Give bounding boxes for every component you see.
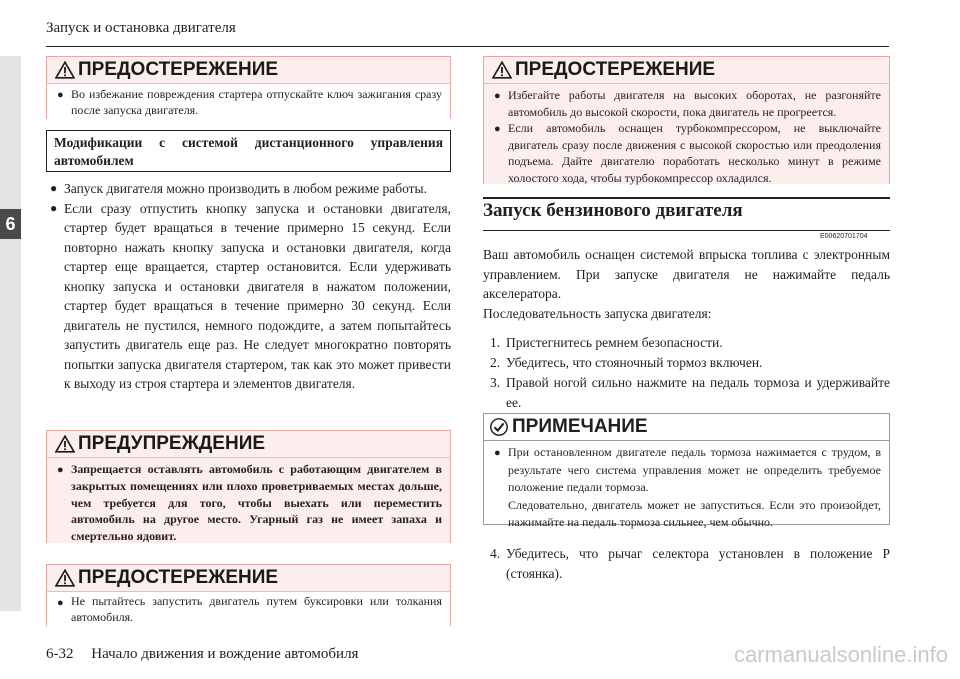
intro-paragraph: Ваш автомобиль оснащен системой впрыска топлива с электронным управлением. При запуске двигателя не нажимайте педаль акселератора.: [483, 247, 890, 301]
list-item: [50, 199, 451, 394]
step-text: Пристегнитесь ремнем безопасности.: [506, 335, 723, 350]
caution-heading-text: ПРЕДОСТЕРЕЖЕНИЕ: [515, 59, 716, 80]
page-number: 6-32: [46, 646, 74, 662]
list-item: [50, 179, 451, 199]
footer-section-title: Начало движения и вождение автомобиля: [91, 646, 359, 662]
section-rule-bottom: [483, 230, 890, 231]
step-item: [490, 373, 890, 413]
note-body: [484, 440, 889, 534]
note-box: [483, 413, 890, 529]
steps-list: [490, 333, 890, 413]
caution-heading-text: ПРЕДОСТЕРЕЖЕНИЕ: [78, 59, 279, 80]
bullet-icon: ●: [494, 90, 501, 102]
note-item: [494, 444, 881, 532]
caution-item-text: Во избежание повреждения стартера отпускайте ключ зажигания сразу после запуска двигателя.: [71, 87, 442, 117]
note-text-1: При остановленном двигателе педаль тормоза нажимается с трудом, в результате чего система управления может не определить требуемое положение педали тормоза.: [508, 445, 881, 494]
warning-triangle-icon: [492, 61, 512, 79]
caution-item: [494, 120, 881, 186]
bullet-icon: ●: [50, 200, 58, 215]
caution-item: [57, 86, 442, 118]
warning-item: [57, 461, 442, 545]
sequence-label: Последовательность запуска двигателя:: [483, 305, 712, 321]
caution-item: [57, 594, 442, 625]
page-header-title: Запуск и остановка двигателя: [46, 20, 236, 36]
section-intro: [483, 245, 890, 323]
step-number: 3.: [490, 375, 501, 390]
note-text-2: Следовательно, двигатель может не запуститься. Если это произойдет, нажимайте на педаль тормоза сильнее, чем обычно.: [508, 497, 881, 529]
note-heading-text: ПРИМЕЧАНИЕ: [512, 416, 648, 437]
bullet-icon: ●: [494, 123, 501, 136]
section-title: Запуск бензинового двигателя: [483, 200, 743, 221]
header-rule: [46, 46, 889, 47]
checkmark-icon: [490, 418, 508, 436]
caution-box: [46, 56, 451, 119]
bullet-icon: ●: [57, 89, 64, 101]
left-bullet-list: [50, 179, 451, 394]
step-text: Убедитесь, что стояночный тормоз включен.: [506, 355, 763, 370]
caution-box: [483, 56, 890, 184]
list-item-text: Запуск двигателя можно производить в любом режиме работы.: [64, 181, 428, 196]
warning-heading-text: ПРЕДУПРЕЖДЕНИЕ: [78, 433, 266, 454]
chapter-tab: 6: [0, 209, 21, 239]
warning-item-text: Запрещается оставлять автомобиль с работающим двигателем в закрытых помещениях или плохо проветриваемых местах дольше, чем требуется для того, чтобы выехать или переместить автомобиль на другое место. Угарный газ не имеет запаха и смертельно ядовит.: [71, 462, 442, 544]
list-item-text: Если сразу отпустить кнопку запуска и остановки двигателя, стартер будет вращаться в течение примерно 15 секунд. Если повторно нажать кнопку запуска и остановки двигателя, когда стартер еще вращается, стартер остановится. Если удерживать кнопку запуска и остановки двигателя в нажатом положении, стартер будет вращаться в течение примерно 30 секунд. Если двигатель не пустился, немного подождите, а затем попытайтесь запустить двигатель еще раз. Не следует многократно повторять попытки запуска двигателя стартером, так как это может привести к выходу из строя стартера и элементов двигателя.: [64, 200, 451, 391]
warning-heading: [47, 431, 450, 457]
watermark: carmanualsonline.info: [733, 642, 948, 667]
caution-heading: [47, 57, 450, 83]
warning-triangle-icon: [55, 435, 75, 453]
caution-heading: [484, 57, 889, 83]
step-item: [490, 333, 890, 353]
section-rule-top: [483, 197, 890, 199]
warning-triangle-icon: [55, 61, 75, 79]
caution-item-text: Если автомобиль оснащен турбокомпрессором, не выключайте двигатель сразу после движения с высокой скоростью или преодоления подъема. Дайте двигателю поработать несколько минут в режиме холостого хода, чтобы турбокомпрессор охладился.: [508, 121, 881, 185]
caution-item: [494, 87, 881, 120]
chapter-sidebar: [0, 56, 21, 611]
warning-triangle-icon: [55, 569, 75, 587]
warning-body: [47, 457, 450, 543]
section-code: E00620701704: [820, 233, 868, 240]
modification-box: Модификации с системой дистанционного управления автомобилем: [46, 130, 451, 172]
step-item: [490, 544, 890, 584]
caution-body: [484, 83, 889, 184]
step-text: Правой ногой сильно нажмите на педаль тормоза и удерживайте ее.: [506, 375, 890, 410]
caution-heading: [47, 565, 450, 591]
step-number: 4.: [490, 546, 501, 561]
caution-item-text: Не пытайтесь запустить двигатель путем буксировки или толкания автомобиля.: [71, 594, 442, 624]
steps-list-continued: [490, 544, 890, 584]
caution-box: [46, 564, 451, 626]
note-heading: [484, 414, 889, 440]
bullet-icon: ●: [57, 597, 64, 609]
caution-body: [47, 83, 450, 119]
bullet-icon: ●: [57, 464, 64, 476]
note-item-text: [508, 444, 881, 532]
caution-body: [47, 591, 450, 626]
bullet-icon: ●: [50, 181, 58, 195]
page-footer: [46, 646, 358, 663]
caution-heading-text: ПРЕДОСТЕРЕЖЕНИЕ: [78, 567, 279, 588]
step-text: Убедитесь, что рычаг селектора установлен в положение P (стоянка).: [506, 546, 890, 581]
warning-box: [46, 430, 451, 543]
bullet-icon: ●: [494, 447, 501, 459]
step-number: 2.: [490, 355, 501, 370]
caution-item-text: Избегайте работы двигателя на высоких оборотах, не разгоняйте автомобиль до высокой скорости, пока двигатель не прогреется.: [508, 88, 881, 119]
step-number: 1.: [490, 335, 501, 350]
step-item: [490, 353, 890, 373]
